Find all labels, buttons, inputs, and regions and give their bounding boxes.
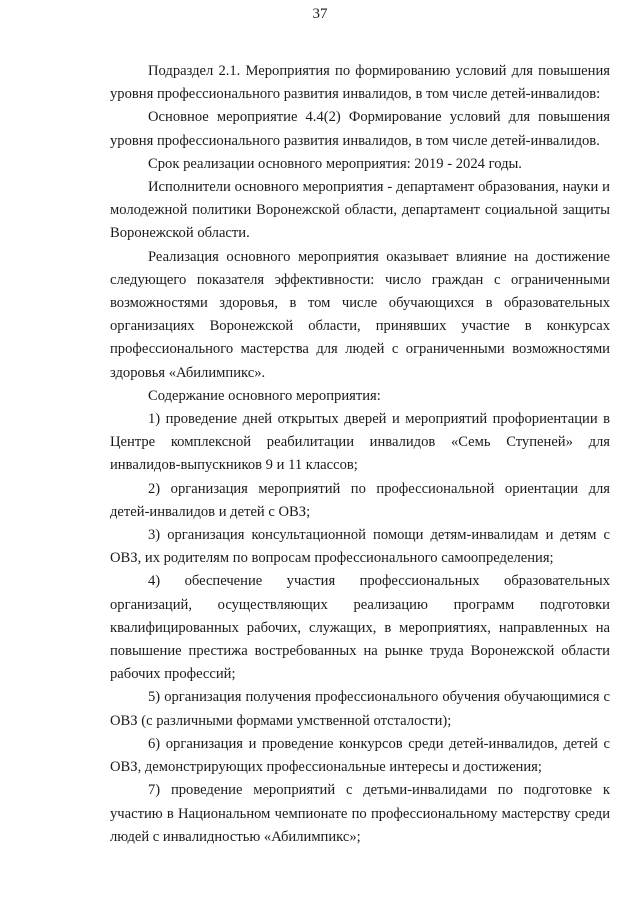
list-item-1: 1) проведение дней открытых дверей и мероприятий профориентации в Центре комплексной реабилитации инвалидов «Семь Ступеней» для инвалидов-выпускников 9 и 11 классов; — [110, 411, 610, 474]
efficiency-indicator-paragraph: Реализация основного мероприятия оказывает влияние на достижение следующего показателя эффективности: число граждан с ограниченными возможностями здоровья, в том числе обучающихся в образовательных организациях Воронежской области, принявших участие в конкурсах профессионального мастерства для людей с ограниченными возможностями здоровья «Абилимпикс». — [110, 248, 610, 381]
list-item-4: 4) обеспечение участия профессиональных образовательных организаций, осуществляющих реализацию программ подготовки квалифицированных рабочих, служащих, в мероприятиях, направленных на повышение престижа востребованных на рынке труда Воронежской области рабочих профессий; — [110, 573, 610, 683]
list-item-6: 6) организация и проведение конкурсов среди детей-инвалидов, детей с ОВЗ, демонстрирующих профессиональные интересы и достижения; — [110, 735, 610, 776]
page-number: 37 — [312, 6, 328, 22]
list-item-7: 7) проведение мероприятий с детьми-инвалидами по подготовке к участию в Национальном чемпионате по профессиональному мастерству среди людей с инвалидностью «Абилимпикс»; — [110, 782, 610, 845]
main-activity-paragraph: Основное мероприятие 4.4(2) Формирование условий для повышения уровня профессионального развития инвалидов, в том числе детей-инвалидов. — [110, 109, 610, 149]
list-item-5: 5) организация получения профессионального обучения обучающимися с ОВЗ (с различными формами умственной отсталости); — [110, 689, 610, 729]
executors-paragraph: Исполнители основного мероприятия - департамент образования, науки и молодежной политики Воронежской области, департамент социальной защиты Воронежской области. — [110, 179, 610, 242]
document-body — [110, 60, 610, 849]
list-item-2: 2) организация мероприятий по профессиональной ориентации для детей-инвалидов и детей с ОВЗ; — [110, 480, 610, 520]
list-item-3: 3) организация консультационной помощи детям-инвалидам и детям с ОВЗ, их родителям по вопросам профессионального самоопределения; — [110, 527, 610, 567]
implementation-period-paragraph: Срок реализации основного мероприятия: 2019 - 2024 годы. — [148, 155, 522, 172]
contents-heading-paragraph: Содержание основного мероприятия: — [148, 387, 381, 404]
subsection-heading-paragraph: Подраздел 2.1. Мероприятия по формированию условий для повышения уровня профессионального развития инвалидов, в том числе детей-инвалидов: — [110, 63, 610, 103]
